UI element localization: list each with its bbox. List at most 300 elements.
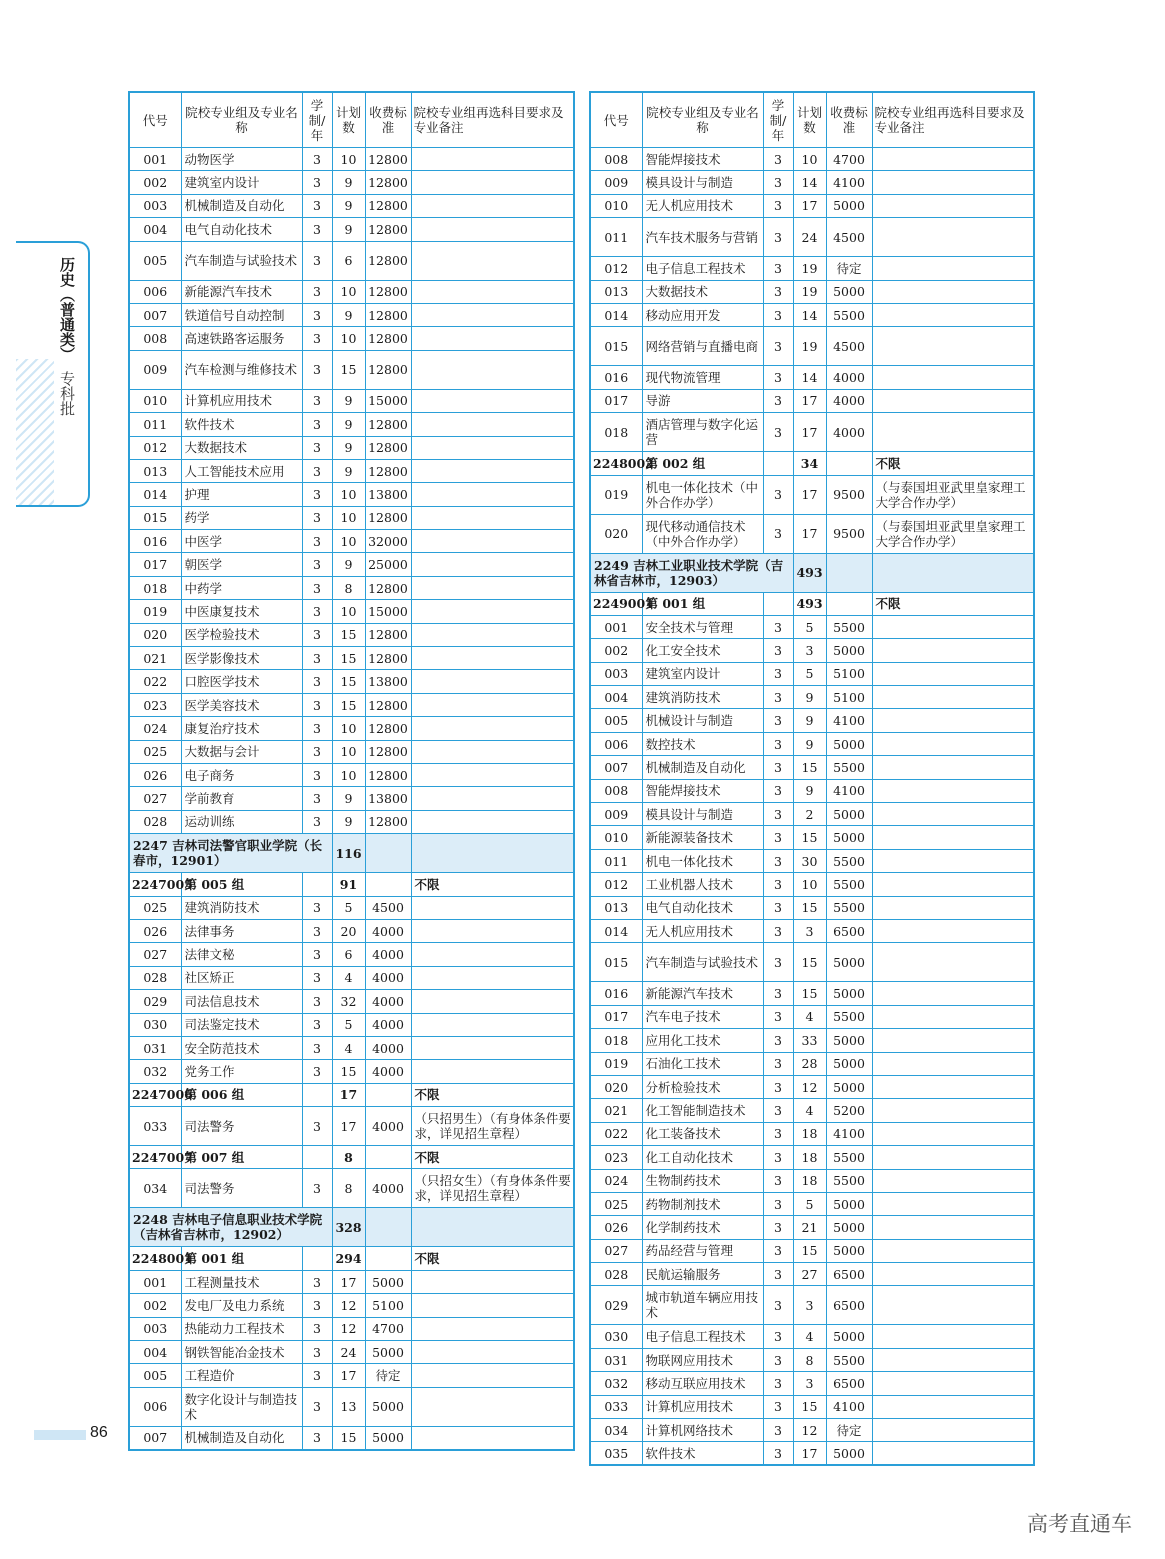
table-row: [590, 194, 1034, 217]
major-code: 020: [590, 1075, 642, 1098]
major-code: 005: [129, 1364, 181, 1387]
tuition-fee: 4000: [826, 389, 872, 412]
major-name: 中医康复技术: [181, 600, 302, 623]
major-code: 026: [129, 919, 181, 942]
major-code: 014: [590, 303, 642, 326]
table-row: [129, 966, 574, 989]
tuition-fee: 5000: [826, 1325, 872, 1348]
table-row: [129, 787, 574, 810]
major-name: 电气自动化技术: [642, 896, 763, 919]
study-years: 3: [763, 709, 793, 732]
table-row: [590, 366, 1034, 389]
major-note: [872, 709, 1034, 732]
major-code: 028: [129, 810, 181, 833]
major-name: 计算机网络技术: [642, 1419, 763, 1442]
major-code: 021: [129, 647, 181, 670]
major-name: 建筑室内设计: [181, 171, 302, 194]
major-code: 030: [129, 1013, 181, 1036]
col-note: 院校专业组再选科目要求及专业备注: [411, 92, 574, 148]
major-name: 智能焊接技术: [642, 779, 763, 802]
study-years: 3: [302, 171, 332, 194]
major-code: 023: [129, 693, 181, 716]
plan-count: 9: [332, 787, 365, 810]
plan-count: 10: [332, 280, 365, 303]
plan-count: 4: [332, 1036, 365, 1059]
tuition-fee: 5500: [826, 1348, 872, 1371]
plan-count: 9: [793, 709, 826, 732]
study-years: 3: [763, 1052, 793, 1075]
study-years: 3: [302, 1294, 332, 1317]
study-years: 3: [302, 218, 332, 241]
tuition-fee: 12800: [365, 810, 411, 833]
tuition-fee: 12800: [365, 350, 411, 389]
major-note: [872, 1029, 1034, 1052]
table-row: [129, 483, 574, 506]
study-years: 3: [302, 1107, 332, 1146]
table-row: [129, 810, 574, 833]
plan-count: 9: [332, 553, 365, 576]
study-years: 3: [302, 919, 332, 942]
major-code: 008: [590, 148, 642, 171]
group-note: 不限: [411, 1083, 574, 1106]
table-row: [590, 662, 1034, 685]
watermark-text: 高考直通车: [1027, 1512, 1132, 1536]
major-name: 动物医学: [181, 148, 302, 171]
major-name: 现代移动通信技术（中外合作办学）: [642, 514, 763, 553]
table-row: [129, 943, 574, 966]
major-code: 003: [590, 662, 642, 685]
major-name: 计算机应用技术: [181, 389, 302, 412]
school-row: [590, 553, 1034, 592]
table-row: [590, 1099, 1034, 1122]
group-plan: 17: [332, 1083, 365, 1106]
major-name: 发电厂及电力系统: [181, 1294, 302, 1317]
tuition-fee: 12800: [365, 194, 411, 217]
tuition-fee: 4100: [826, 779, 872, 802]
school-name: 2249 吉林工业职业技术学院（吉林省吉林市，12903）: [590, 553, 793, 592]
group-plan: 34: [793, 452, 826, 475]
major-note: （只招男生）（有身体条件要求，详见招生章程）: [411, 1107, 574, 1146]
major-note: [411, 1294, 574, 1317]
major-name: 司法警务: [181, 1107, 302, 1146]
major-note: [872, 366, 1034, 389]
tuition-fee: 5500: [826, 1169, 872, 1192]
table-row: [129, 413, 574, 436]
study-years: 3: [763, 475, 793, 514]
major-note: [872, 982, 1034, 1005]
major-name: 新能源汽车技术: [642, 982, 763, 1005]
major-name: 口腔医学技术: [181, 670, 302, 693]
table-row: [590, 1395, 1034, 1418]
major-name: 电子信息工程技术: [642, 1325, 763, 1348]
table-row: [129, 990, 574, 1013]
major-note: [872, 327, 1034, 366]
major-note: [411, 623, 574, 646]
major-note: [872, 280, 1034, 303]
major-note: [872, 756, 1034, 779]
tuition-fee: 12800: [365, 459, 411, 482]
major-name: 安全技术与管理: [642, 615, 763, 638]
plan-count: 9: [332, 389, 365, 412]
major-code: 034: [590, 1419, 642, 1442]
major-code: 025: [590, 1192, 642, 1215]
major-name: 移动互联应用技术: [642, 1372, 763, 1395]
tuition-fee: 5000: [826, 1029, 872, 1052]
major-name: 机械制造及自动化: [181, 194, 302, 217]
study-years: 3: [763, 303, 793, 326]
table-row: [129, 459, 574, 482]
major-note: [411, 1036, 574, 1059]
study-years: 3: [302, 303, 332, 326]
major-note: [872, 218, 1034, 257]
major-name: 建筑消防技术: [181, 896, 302, 919]
major-note: [411, 530, 574, 553]
major-code: 029: [590, 1286, 642, 1325]
group-fee-empty: [826, 452, 872, 475]
school-plan: 116: [332, 834, 365, 873]
table-row: [129, 530, 574, 553]
study-years: 3: [763, 327, 793, 366]
major-note: [872, 1395, 1034, 1418]
table-row: [590, 943, 1034, 982]
plan-count: 9: [332, 459, 365, 482]
study-years: 3: [763, 389, 793, 412]
major-code: 024: [590, 1169, 642, 1192]
plan-count: 10: [332, 740, 365, 763]
plan-count: 10: [793, 873, 826, 896]
plan-count: 5: [793, 1192, 826, 1215]
major-note: [872, 171, 1034, 194]
major-note: [872, 1286, 1034, 1325]
major-code: 007: [590, 756, 642, 779]
table-row: [129, 1270, 574, 1293]
major-code: 012: [129, 436, 181, 459]
plan-count: 8: [332, 576, 365, 599]
table-row: [590, 1146, 1034, 1169]
study-years: 3: [302, 896, 332, 919]
tuition-fee: 4000: [826, 366, 872, 389]
plan-count: 24: [332, 1341, 365, 1364]
table-row: [129, 1341, 574, 1364]
major-code: 033: [590, 1395, 642, 1418]
tuition-fee: 13800: [365, 670, 411, 693]
group-note: 不限: [411, 1146, 574, 1169]
plan-count: 10: [332, 600, 365, 623]
study-years: 3: [302, 943, 332, 966]
table-row: [129, 740, 574, 763]
school-plan: 328: [332, 1208, 365, 1247]
tuition-fee: 12800: [365, 218, 411, 241]
plan-count: 9: [332, 810, 365, 833]
table-row: [590, 1005, 1034, 1028]
tuition-fee: 4000: [365, 966, 411, 989]
study-years: 3: [302, 280, 332, 303]
study-years: 3: [302, 459, 332, 482]
col-years: 学制/年: [302, 92, 332, 148]
school-plan: 493: [793, 553, 826, 592]
page-number: 86: [90, 1424, 108, 1441]
study-years: 3: [763, 803, 793, 826]
group-plan: 91: [332, 873, 365, 896]
plan-count: 14: [793, 303, 826, 326]
table-row: [590, 756, 1034, 779]
major-code: 011: [590, 849, 642, 872]
major-note: [411, 436, 574, 459]
major-code: 022: [590, 1122, 642, 1145]
plan-count: 18: [793, 1146, 826, 1169]
plan-count: 9: [332, 436, 365, 459]
table-row: [129, 194, 574, 217]
major-code: 007: [129, 303, 181, 326]
table-row: [129, 763, 574, 786]
major-code: 020: [590, 514, 642, 553]
major-code: 004: [590, 686, 642, 709]
study-years: 3: [302, 647, 332, 670]
major-code: 018: [129, 576, 181, 599]
table-row: [129, 506, 574, 529]
major-code: 012: [590, 257, 642, 280]
major-code: 032: [590, 1372, 642, 1395]
plan-count: 8: [332, 1169, 365, 1208]
table-row: [129, 1107, 574, 1146]
table-row: [129, 693, 574, 716]
major-name: 安全防范技术: [181, 1036, 302, 1059]
major-code: 020: [129, 623, 181, 646]
plan-count: 10: [332, 483, 365, 506]
table-row: [129, 389, 574, 412]
major-note: [411, 670, 574, 693]
major-name: 铁道信号自动控制: [181, 303, 302, 326]
plan-count: 4: [793, 1005, 826, 1028]
plan-count: 12: [332, 1294, 365, 1317]
study-years: 3: [302, 1364, 332, 1387]
table-row: [590, 639, 1034, 662]
group-fee-empty: [365, 873, 411, 896]
tuition-fee: 6500: [826, 919, 872, 942]
group-row: [129, 873, 574, 896]
study-years: 3: [302, 810, 332, 833]
study-years: 3: [763, 1099, 793, 1122]
tuition-fee: 12800: [365, 763, 411, 786]
major-note: （与泰国坦亚武里皇家理工大学合作办学）: [872, 475, 1034, 514]
major-note: [872, 1005, 1034, 1028]
study-years: 3: [763, 1348, 793, 1371]
group-code: 2248002: [590, 452, 642, 475]
major-name: 建筑消防技术: [642, 686, 763, 709]
school-note-empty: [872, 553, 1034, 592]
major-name: 数控技术: [642, 732, 763, 755]
major-note: [411, 896, 574, 919]
study-years: 3: [302, 1169, 332, 1208]
tuition-fee: 9500: [826, 475, 872, 514]
major-name: 机械制造及自动化: [642, 756, 763, 779]
school-row: [129, 1208, 574, 1247]
tuition-fee: 12800: [365, 241, 411, 280]
table-row: [590, 615, 1034, 638]
study-years: 3: [763, 1395, 793, 1418]
major-note: [872, 943, 1034, 982]
major-code: 007: [129, 1426, 181, 1449]
major-note: [411, 1426, 574, 1449]
major-note: [411, 990, 574, 1013]
major-name: 电子商务: [181, 763, 302, 786]
major-code: 031: [590, 1348, 642, 1371]
group-plan: 493: [793, 592, 826, 615]
major-name: 党务工作: [181, 1060, 302, 1083]
tuition-fee: 5000: [826, 194, 872, 217]
tuition-fee: 5000: [365, 1426, 411, 1449]
major-name: 运动训练: [181, 810, 302, 833]
major-note: [411, 966, 574, 989]
tuition-fee: 4100: [826, 1122, 872, 1145]
group-fee-empty: [365, 1146, 411, 1169]
study-years: 3: [763, 148, 793, 171]
plan-count: 15: [793, 896, 826, 919]
study-years: 3: [763, 732, 793, 755]
plan-count: 12: [793, 1075, 826, 1098]
major-note: [411, 787, 574, 810]
tuition-fee: 12800: [365, 647, 411, 670]
major-name: 工程造价: [181, 1364, 302, 1387]
major-code: 016: [129, 530, 181, 553]
table-row: [590, 686, 1034, 709]
major-name: 汽车制造与试验技术: [181, 241, 302, 280]
major-note: [411, 943, 574, 966]
plan-count: 13: [332, 1387, 365, 1426]
tuition-fee: 待定: [826, 257, 872, 280]
major-name: 学前教育: [181, 787, 302, 810]
study-years: 3: [763, 280, 793, 303]
major-note: [411, 327, 574, 350]
tuition-fee: 5000: [826, 1075, 872, 1098]
major-code: 002: [129, 1294, 181, 1317]
major-note: [872, 303, 1034, 326]
major-name: 化工智能制造技术: [642, 1099, 763, 1122]
major-code: 013: [590, 896, 642, 919]
major-code: 012: [590, 873, 642, 896]
plan-count: 10: [332, 717, 365, 740]
major-code: 011: [129, 413, 181, 436]
tuition-fee: 5000: [365, 1270, 411, 1293]
group-name: 第 005 组: [181, 873, 302, 896]
major-code: 001: [129, 148, 181, 171]
major-code: 018: [590, 413, 642, 452]
col-note: 院校专业组再选科目要求及专业备注: [872, 92, 1034, 148]
major-note: [872, 1216, 1034, 1239]
tuition-fee: 5000: [365, 1387, 411, 1426]
table-row: [590, 413, 1034, 452]
table-row: [129, 919, 574, 942]
study-years: 3: [302, 990, 332, 1013]
major-code: 008: [590, 779, 642, 802]
major-name: 模具设计与制造: [642, 803, 763, 826]
plan-count: 9: [332, 413, 365, 436]
major-code: 030: [590, 1325, 642, 1348]
table-row: [129, 280, 574, 303]
group-row: [590, 452, 1034, 475]
tuition-fee: 5000: [826, 943, 872, 982]
tuition-fee: 6500: [826, 1286, 872, 1325]
study-years: 3: [302, 241, 332, 280]
major-code: 009: [590, 171, 642, 194]
study-years: 3: [763, 257, 793, 280]
group-note: 不限: [872, 452, 1034, 475]
tuition-fee: 6500: [826, 1372, 872, 1395]
major-note: [411, 647, 574, 670]
study-years: 3: [302, 670, 332, 693]
study-years: 3: [763, 849, 793, 872]
major-code: 034: [129, 1169, 181, 1208]
col-plan: 计划数: [332, 92, 365, 148]
col-name: 院校专业组及专业名称: [642, 92, 763, 148]
major-name: 大数据与会计: [181, 740, 302, 763]
group-row: [129, 1083, 574, 1106]
major-name: 应用化工技术: [642, 1029, 763, 1052]
major-code: 016: [590, 366, 642, 389]
study-years: 3: [302, 530, 332, 553]
group-name: 第 007 组: [181, 1146, 302, 1169]
school-fee-empty: [365, 1208, 411, 1247]
table-row: [129, 553, 574, 576]
major-note: （只招女生）（有身体条件要求，详见招生章程）: [411, 1169, 574, 1208]
study-years: 3: [763, 413, 793, 452]
tuition-fee: 12800: [365, 436, 411, 459]
study-years: 3: [763, 1192, 793, 1215]
study-years: 3: [763, 171, 793, 194]
major-note: [872, 148, 1034, 171]
major-note: [411, 241, 574, 280]
school-name: 2248 吉林电子信息职业技术学院（吉林省吉林市，12902）: [129, 1208, 332, 1247]
table-row: [590, 1216, 1034, 1239]
plan-count: 3: [793, 639, 826, 662]
major-name: 司法信息技术: [181, 990, 302, 1013]
major-name: 人工智能技术应用: [181, 459, 302, 482]
table-row: [590, 1052, 1034, 1075]
table-row: [590, 218, 1034, 257]
major-name: 工程测量技术: [181, 1270, 302, 1293]
tuition-fee: 4100: [826, 709, 872, 732]
major-code: 016: [590, 982, 642, 1005]
table-row: [590, 1122, 1034, 1145]
plan-count: 9: [793, 779, 826, 802]
tuition-fee: 5000: [826, 1052, 872, 1075]
major-name: 司法警务: [181, 1169, 302, 1208]
major-note: [411, 171, 574, 194]
major-name: 无人机应用技术: [642, 919, 763, 942]
side-tab-stripe: [16, 359, 54, 505]
table-row: [129, 241, 574, 280]
major-code: 002: [129, 171, 181, 194]
plan-count: 19: [793, 280, 826, 303]
plan-count: 21: [793, 1216, 826, 1239]
table-row: [129, 670, 574, 693]
study-years: 3: [763, 1146, 793, 1169]
major-name: 智能焊接技术: [642, 148, 763, 171]
plan-count: 9: [793, 732, 826, 755]
major-code: 029: [129, 990, 181, 1013]
major-note: [872, 389, 1034, 412]
group-plan: 8: [332, 1146, 365, 1169]
table-row: [129, 623, 574, 646]
tuition-fee: 4100: [826, 1395, 872, 1418]
major-note: [872, 1169, 1034, 1192]
table-row: [129, 1060, 574, 1083]
major-code: 015: [590, 943, 642, 982]
plan-count: 9: [793, 686, 826, 709]
major-code: 009: [129, 350, 181, 389]
major-name: 导游: [642, 389, 763, 412]
major-name: 大数据技术: [181, 436, 302, 459]
